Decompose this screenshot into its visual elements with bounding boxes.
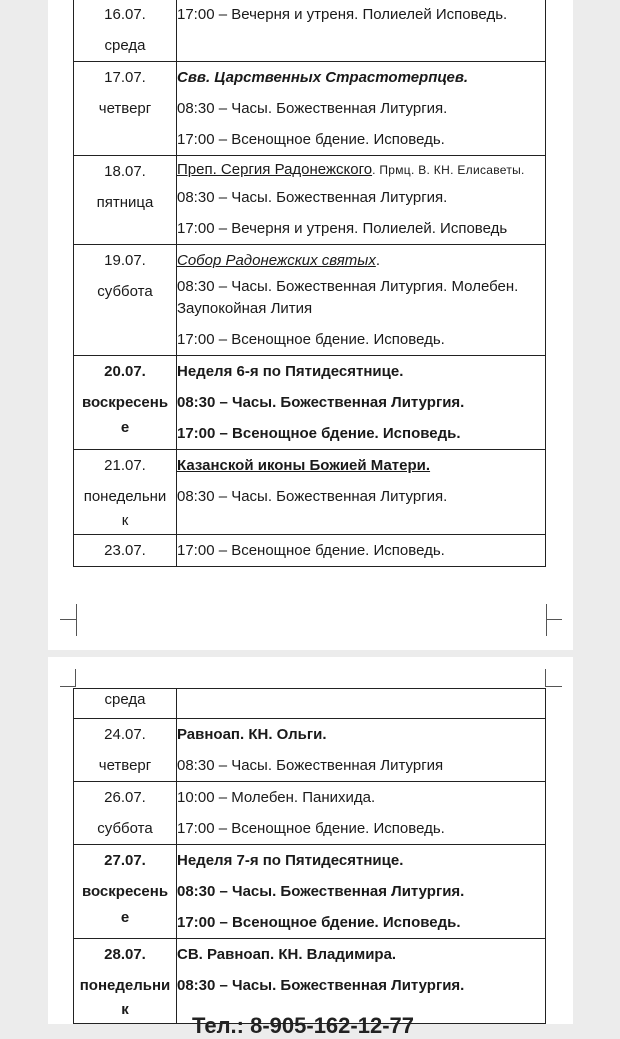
table-row <box>74 782 546 845</box>
service-line: 10:00 – Молебен. Панихида. <box>177 789 376 806</box>
service-cell <box>177 535 546 567</box>
service-cell <box>177 356 546 450</box>
date-label: 16.07. <box>104 6 146 23</box>
date-cell <box>74 535 177 567</box>
feast-subtitle: . Прмц. В. КН. Елисаветы. <box>372 163 525 177</box>
date-cell <box>74 245 177 356</box>
table-row <box>74 356 546 450</box>
service-cell <box>177 719 546 782</box>
phone-footer: Тел.: 8-905-162-12-77 <box>192 1013 414 1038</box>
table-row <box>74 845 546 939</box>
service-cell <box>177 450 546 535</box>
weekday-label: воскресень <box>81 883 169 900</box>
date-label: 19.07. <box>104 252 146 269</box>
date-label: 24.07. <box>104 726 146 743</box>
date-cell <box>74 450 177 535</box>
feast-title: Преп. Сергия Радонежского <box>177 161 373 178</box>
date-label: 21.07. <box>104 457 146 474</box>
date-cell <box>74 0 177 62</box>
feast-title: Собор Радонежских святых <box>177 252 376 269</box>
date-cell <box>74 156 177 245</box>
schedule-table-2 <box>73 688 546 1024</box>
service-line: 17:00 – Всенощное бдение. Исповедь. <box>177 914 461 931</box>
service-cell <box>177 245 546 356</box>
service-line: 08:30 – Часы. Божественная Литургия <box>177 757 444 774</box>
weekday-label: среда <box>104 37 146 54</box>
date-cell <box>74 62 177 156</box>
feast-title: СВ. Равноап. КН. Владимира. <box>177 946 397 963</box>
service-cell <box>177 156 546 245</box>
date-cell <box>74 782 177 845</box>
weekday-label: среда <box>104 691 146 708</box>
service-cell <box>177 0 546 62</box>
weekday-label-tail: е <box>120 419 130 436</box>
service-line: 08:30 – Часы. Божественная Литургия. <box>177 394 465 411</box>
table-row <box>74 689 546 719</box>
weekday-label: суббота <box>97 820 153 837</box>
page-corner-mark <box>75 669 77 687</box>
weekday-label: четверг <box>98 757 152 774</box>
feast-title: Казанской иконы Божией Матери. <box>177 457 431 474</box>
service-cell <box>177 782 546 845</box>
page-corner-mark <box>546 686 562 688</box>
table-row <box>74 245 546 356</box>
date-label: 20.07. <box>104 363 146 380</box>
document-page-1 <box>48 0 573 650</box>
page-corner-mark <box>545 669 547 687</box>
feast-title-block <box>177 245 545 276</box>
service-line: 17:00 – Всенощное бдение. Исповедь. <box>177 542 445 559</box>
table-row <box>74 719 546 782</box>
service-line: 08:30 – Часы. Божественная Литургия. Молебен. Заупокойная Лития <box>177 278 519 317</box>
table-row <box>74 535 546 567</box>
feast-title-block <box>177 156 545 182</box>
service-line: 08:30 – Часы. Божественная Литургия. <box>177 977 465 994</box>
date-label: 26.07. <box>104 789 146 806</box>
date-cell <box>74 845 177 939</box>
table-row <box>74 450 546 535</box>
weekday-label-tail: к <box>121 1001 129 1018</box>
service-cell <box>177 62 546 156</box>
weekday-label-tail: к <box>121 512 129 529</box>
date-label: 28.07. <box>104 946 146 963</box>
service-line: 17:00 – Вечерня и утреня. Полиелей. Исповедь <box>177 220 508 237</box>
table-row <box>74 62 546 156</box>
date-cell <box>74 356 177 450</box>
weekday-label: воскресень <box>81 394 169 411</box>
service-line: 08:30 – Часы. Божественная Литургия. <box>177 883 465 900</box>
feast-title-tail: . <box>375 252 381 269</box>
service-line: 08:30 – Часы. Божественная Литургия. <box>177 189 448 206</box>
date-label: 23.07. <box>104 542 146 559</box>
service-line: 08:30 – Часы. Божественная Литургия. <box>177 488 448 505</box>
table-row <box>74 939 546 1024</box>
schedule-table-1 <box>73 0 546 567</box>
weekday-label: понедельни <box>83 488 167 505</box>
date-cell <box>74 719 177 782</box>
table-row <box>74 0 546 62</box>
feast-title: Неделя 6-я по Пятидесятнице. <box>177 363 404 380</box>
weekday-label: понедельни <box>79 977 171 994</box>
service-line: 17:00 – Всенощное бдение. Исповедь. <box>177 331 445 348</box>
page-corner-mark <box>60 619 76 621</box>
service-cell <box>177 939 546 1024</box>
date-label: 27.07. <box>104 852 146 869</box>
service-cell <box>177 689 546 719</box>
service-line: 08:30 – Часы. Божественная Литургия. <box>177 100 448 117</box>
date-cell <box>74 939 177 1024</box>
service-line: 17:00 – Вечерня и утреня. Полиелей Исповедь. <box>177 6 508 23</box>
feast-title: Неделя 7-я по Пятидесятнице. <box>177 852 404 869</box>
feast-title: Свв. Царственных Страстотерпцев. <box>177 69 469 86</box>
date-label: 17.07. <box>104 69 146 86</box>
weekday-label: суббота <box>97 283 153 300</box>
weekday-label-tail: е <box>120 909 130 926</box>
service-line: 17:00 – Всенощное бдение. Исповедь. <box>177 425 461 442</box>
document-page-2 <box>48 657 573 1024</box>
page-corner-mark <box>546 619 562 621</box>
feast-title: Равноап. КН. Ольги. <box>177 726 327 743</box>
table-row <box>74 156 546 245</box>
service-line: 17:00 – Всенощное бдение. Исповедь. <box>177 820 445 837</box>
weekday-label: пятница <box>96 194 154 211</box>
date-cell <box>74 689 177 719</box>
weekday-label: четверг <box>98 100 152 117</box>
service-cell <box>177 845 546 939</box>
service-line: 17:00 – Всенощное бдение. Исповедь. <box>177 131 445 148</box>
date-label: 18.07. <box>104 163 146 180</box>
